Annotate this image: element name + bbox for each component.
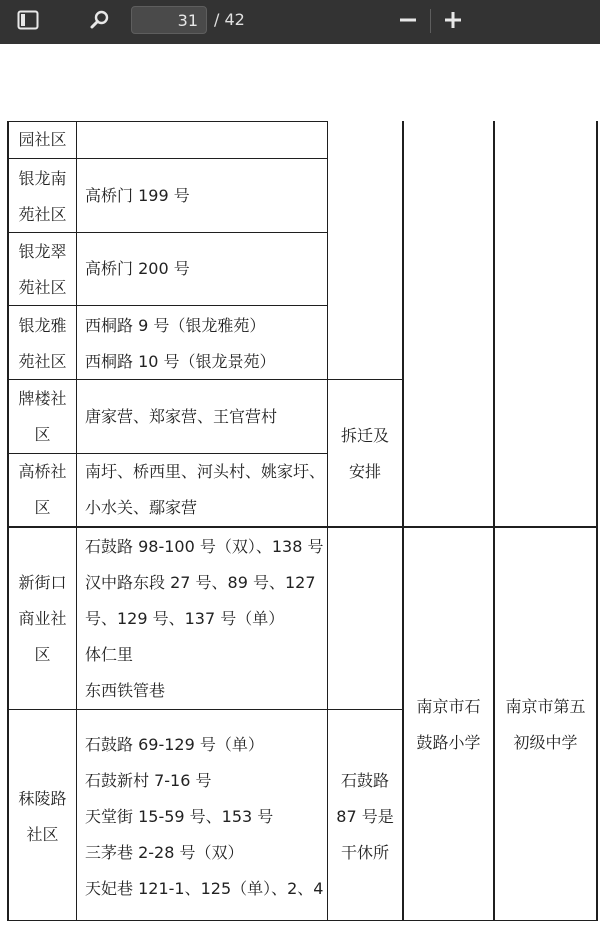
address-line: 西桐路 10 号（银龙景苑） [85, 352, 276, 371]
community-name-line: 苑社区 [18, 352, 67, 371]
sidebar-toggle-icon [17, 10, 39, 34]
page-number-input[interactable]: 31 [131, 6, 207, 34]
community-cell [9, 454, 76, 526]
community-name-line: 社区 [26, 825, 59, 844]
address-line: 汉中路东段 27 号、89 号、127 [85, 573, 316, 592]
address-line: 高桥门 200 号 [85, 259, 190, 278]
address-line: 南圩、桥西里、河头村、姚家圩、 [85, 462, 326, 481]
primary-school-cell [404, 689, 493, 761]
address-line: 东西铁管巷 [85, 681, 166, 700]
community-cell [9, 308, 76, 380]
toolbar-divider [430, 9, 431, 33]
note-line: 干休所 [340, 843, 389, 862]
address-line: 高桥门 199 号 [85, 186, 190, 205]
page-total-label: / 42 [214, 10, 245, 29]
community-name-line: 秣陵路 [18, 789, 67, 808]
zoom-out-button[interactable] [395, 8, 421, 36]
community-name-line: 园社区 [18, 130, 67, 149]
address-line: 小水关、鄢家营 [85, 498, 198, 517]
zoom-in-button[interactable] [440, 8, 466, 36]
community-name-line: 商业社 [18, 609, 67, 628]
table-vline [402, 121, 404, 921]
address-cell [77, 529, 327, 709]
note-line: 拆迁及 [340, 426, 389, 445]
address-line: 石鼓路 69-129 号（单） [85, 735, 264, 754]
note-cell [328, 763, 402, 871]
address-cell [77, 727, 327, 907]
address-cell [77, 178, 327, 218]
community-name-line: 高桥社 [18, 462, 67, 481]
table-border-bottom [7, 920, 598, 921]
address-cell [77, 454, 327, 526]
community-cell [9, 122, 76, 158]
community-name-line: 苑社区 [18, 205, 67, 224]
table-border-right [596, 121, 598, 921]
search-button[interactable] [86, 9, 114, 35]
address-line: 天妃巷 121-1、125（单）、2、4 [85, 879, 324, 898]
community-name-line: 银龙南 [18, 169, 67, 188]
plus-icon [444, 11, 462, 33]
address-line: 天堂街 15-59 号、153 号 [85, 807, 274, 826]
address-cell [77, 399, 327, 439]
community-name-line: 苑社区 [18, 278, 67, 297]
note-cell [328, 418, 402, 490]
middle-school-cell [495, 689, 596, 761]
community-name-line: 新街口 [18, 573, 67, 592]
address-cell [77, 251, 327, 291]
school-name-line: 南京市石 [416, 697, 481, 716]
address-line: 西桐路 9 号（银龙雅苑） [85, 316, 266, 335]
community-cell [9, 381, 76, 453]
address-line: 石鼓新村 7-16 号 [85, 771, 212, 790]
minus-icon [399, 11, 417, 33]
address-line: 唐家营、郑家营、王官营村 [85, 407, 278, 426]
address-cell [77, 308, 327, 380]
table-hline [7, 158, 328, 159]
sidebar-toggle-button[interactable] [14, 9, 42, 35]
address-line: 三茅巷 2-28 号（双） [85, 843, 244, 862]
document-page [0, 44, 600, 927]
address-line: 体仁里 [85, 645, 134, 664]
school-name-line: 南京市第五 [505, 697, 586, 716]
note-line: 石鼓路 [340, 771, 389, 790]
community-name-line: 银龙雅 [18, 316, 67, 335]
community-cell [9, 161, 76, 233]
community-name-line: 区 [34, 498, 51, 517]
note-line: 安排 [348, 462, 381, 481]
search-icon [89, 9, 111, 35]
community-cell [9, 781, 76, 853]
school-name-line: 初级中学 [513, 733, 578, 752]
community-name-line: 银龙翠 [18, 242, 67, 261]
community-name-line: 区 [34, 425, 51, 444]
community-cell [9, 234, 76, 306]
community-name-line: 牌楼社 [18, 389, 67, 408]
school-name-line: 鼓路小学 [416, 733, 481, 752]
address-line: 石鼓路 98-100 号（双）、138 号 [85, 537, 324, 556]
community-name-line: 区 [34, 645, 51, 664]
table-hline [7, 526, 598, 528]
note-line: 87 号是 [336, 807, 394, 826]
table-vline [493, 121, 495, 921]
pdf-viewer-toolbar [0, 0, 600, 44]
table-hline [7, 709, 403, 710]
address-line: 号、129 号、137 号（单） [85, 609, 285, 628]
community-cell [9, 565, 76, 673]
